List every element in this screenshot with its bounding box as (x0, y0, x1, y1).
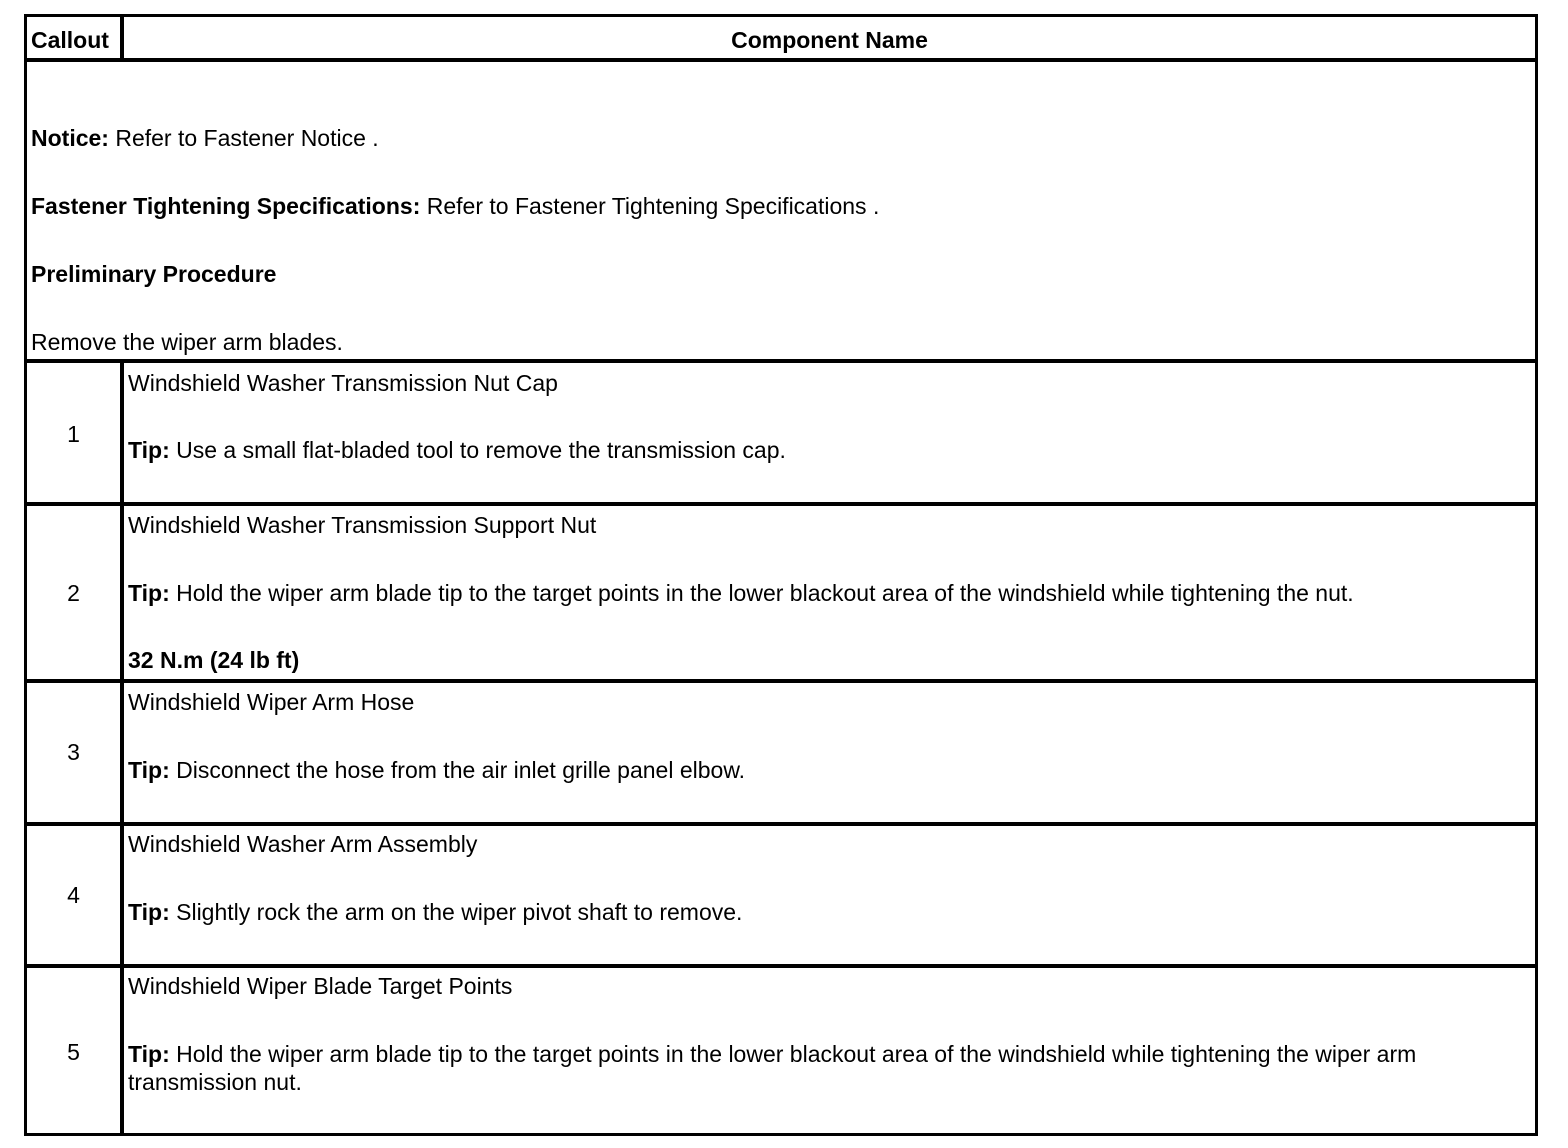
notice-line (31, 124, 379, 152)
intro-bottom-rule (27, 359, 1535, 363)
preliminary-step: Remove the wiper arm blades. (31, 329, 343, 355)
component-name: Windshield Wiper Arm Hose (128, 689, 415, 715)
tip-line (128, 579, 1354, 607)
tip-line (128, 756, 745, 784)
header-bottom-rule (27, 58, 1535, 62)
callout-number: 4 (67, 882, 80, 908)
callout-column-header: Callout (31, 27, 109, 53)
row-rule (27, 964, 1535, 968)
tip-label: Tip: (128, 1041, 170, 1067)
row-divider (120, 966, 124, 1136)
component-name: Windshield Wiper Blade Target Points (128, 973, 513, 999)
component-name-column-header: Component Name (731, 27, 928, 53)
tip-line (128, 898, 742, 926)
row-rule (27, 502, 1535, 506)
component-name: Windshield Washer Arm Assembly (128, 831, 478, 857)
tip-text: Use a small flat-bladed tool to remove the transmission cap. (169, 437, 786, 463)
torque-spec: 32 N.m (24 lb ft) (128, 647, 300, 673)
row-divider (120, 361, 124, 503)
tip-text: Disconnect the hose from the air inlet grille panel elbow. (169, 757, 746, 783)
row-divider (120, 504, 124, 680)
notice-text: Refer to Fastener Notice . (108, 125, 379, 151)
callout-number: 5 (67, 1039, 80, 1065)
callout-number: 2 (67, 580, 80, 606)
row-rule (27, 822, 1535, 826)
fastener-spec-line (31, 192, 879, 220)
preliminary-procedure-heading: Preliminary Procedure (31, 261, 277, 287)
component-name: Windshield Washer Transmission Support Nut (128, 512, 597, 538)
notice-label: Notice: (31, 125, 109, 151)
tip-label: Tip: (128, 437, 170, 463)
tip-label: Tip: (128, 899, 170, 925)
fastener-spec-text: Refer to Fastener Tightening Specifications . (420, 193, 880, 219)
fastener-spec-label: Fastener Tightening Specifications: (31, 193, 421, 219)
row-rule (27, 679, 1535, 683)
tip-text: Hold the wiper arm blade tip to the target points in the lower blackout area of the windshield while tightening the wiper arm transmission nut. (128, 1041, 1417, 1095)
callout-number: 3 (67, 739, 80, 765)
component-name: Windshield Washer Transmission Nut Cap (128, 370, 558, 396)
tip-line (128, 436, 786, 464)
row-divider (120, 824, 124, 966)
tip-line (128, 1040, 1529, 1096)
component-table (24, 14, 1538, 1136)
tip-label: Tip: (128, 757, 170, 783)
callout-number: 1 (67, 421, 80, 447)
row-divider (120, 681, 124, 823)
tip-label: Tip: (128, 580, 170, 606)
tip-text: Hold the wiper arm blade tip to the target points in the lower blackout area of the windshield while tightening the nut. (169, 580, 1354, 606)
tip-text: Slightly rock the arm on the wiper pivot shaft to remove. (169, 899, 743, 925)
